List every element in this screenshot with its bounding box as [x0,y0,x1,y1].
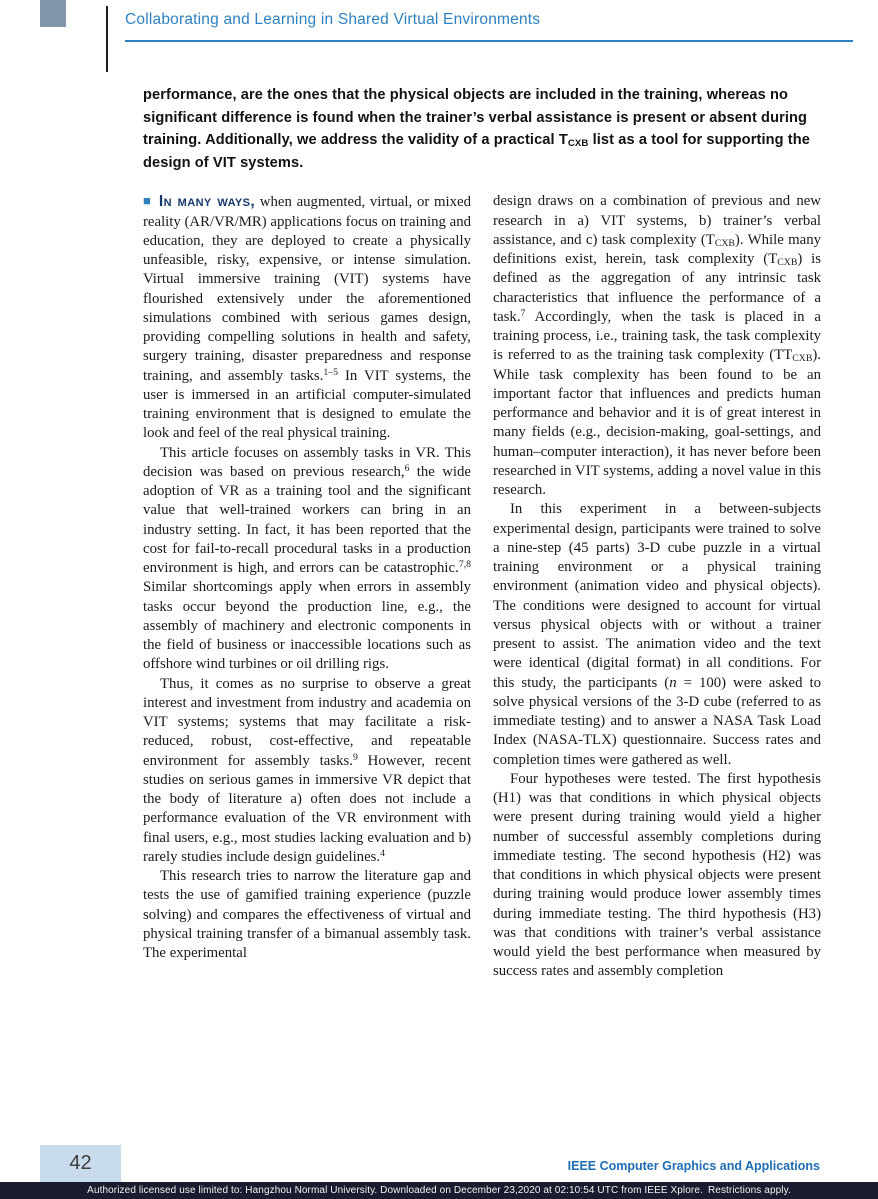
header-vertical-rule [106,6,108,72]
abstract-paragraph: performance, are the ones that the physical objects are included in the training, whereas no significant difference is found when the trainer’s verbal assistance is present or absent during training. Additionally, we address the validity of a practical $T_{CXB}$ list as a tool for supporting the design of VIT systems. [143,87,810,171]
paragraph: This research tries to narrow the literature gap and tests the use of gamified training experience (puzzle solving) and compares the effectiveness of virtual and physical training transfer of a bimanual assembly task. The experimental [143,868,471,962]
right-column [493,192,821,981]
page-number: 42 [69,1152,92,1174]
subscript-text: CXB [792,353,813,365]
license-bar [0,1182,878,1199]
paragraph: design draws on a combination of previous and new research in a) VIT systems, b) trainer’s verbal assistance, and c) task complexity $(T_{CXB})$. While many definitions exist, herein, task complexity $(T_{CXB})$ is defined as the aggregation of any intrinsic task characteristics that influence the performance of a task.$^7$ Accordingly, when the task is placed in a training process, i.e., training task, the task complexity is referred to as the training task complexity $(TT_{CXB})$. While task complexity has been found to be an important factor that influences and predicts human performance and behavior and it is of great interest in many fields (e.g., decision-making, goal-settings, and human–computer interaction), it has never before been researched in VIT systems, adding a novel value in this research. [493,193,821,499]
page-corner-tab [40,0,66,27]
paragraph: This article focuses on assembly tasks in VR. This decision was based on previous research,$^6$ the wide adoption of VR as a training tool and the significant value that well-trained workers can bring in an industry setting. In fact, it has been reported that the cost for fail-to-recall procedural tasks in a production environment is high, and errors can be catastrophic.$^{7,8}$ Similar shortcomings apply when errors in assembly tasks occur beyond the production line, e.g., the assembly of machinery and electronic components in the field of business or inaccessible locations such as offshore wind turbines or oil drilling rigs. [143,444,471,673]
reference-superscript: 6 [404,463,410,475]
paragraph: ■ In many ways, when augmented, virtual, or mixed reality (AR/VR/MR) applications focus on training and education, they are deployed to create a physically unfeasible, risky, expensive, or intense simulation. Virtual immersive training (VIT) systems have flourished extensively under the aforementioned simulations combined with serious games design, providing compelling solutions in health and safety, surgery training, disaster preparedness and response training, and assembly tasks.$^{1-5}$ In VIT systems, the user is immersed in an artificial computer-simulated training environment that is designed to emulate the look and feel of the real physical training. [143,193,471,442]
italic-text: n [669,674,677,691]
paragraph: Thus, it comes as no surprise to observe a great interest and investment from industry and academia on VIT systems; systems that may facilitate a risk-reduced, robust, cost-effective, and repeatable environment for assembly tasks.$^9$ However, recent studies on serious games in immersive VR depict that the body of literature a) often does not include a performance evaluation of the VR environment with final users, e.g., most studies lacking evaluation and b) rarely studies include design guidelines.$^4$ [143,675,471,865]
subscript-text: CXB [567,138,589,150]
page-number-block [40,1145,121,1182]
journal-name: IEEE Computer Graphics and Applications [567,1159,820,1173]
subscript-text: CXB [777,257,798,269]
header-accent-rule [125,40,853,42]
subscript-text: CXB [714,237,735,249]
paragraph: Four hypotheses were tested. The first hypothesis (H1) was that conditions in which physical objects were present during training would yield a higher number of successful assembly completions during immediate testing. The second hypothesis (H2) was that conditions in which physical objects were present during training would produce lower assembly times during immediate testing. The third hypothesis (H3) was that conditions with trainer’s verbal assistance would yield the best performance when measured by success rates and assembly completion [493,770,821,980]
reference-superscript: 1–5 [323,366,338,378]
reference-superscript: 9 [352,751,358,763]
two-column-body [143,192,822,981]
reference-superscript: 7 [520,308,526,320]
license-notice: Authorized licensed use limited to: Hangzhou Normal University. Downloaded on December 23,2020 at 02:10:54 UTC from IEEE Xplore. Restrictions apply. [87,1185,791,1196]
section-lead-in: In many ways, [158,193,256,211]
paragraph: In this experiment in a between-subjects experimental design, participants were trained to solve a nine-step (45 parts) 3-D cube puzzle in a virtual training environment or a physical training environment (animation video and physical objects). The conditions were designed to account for virtual versus physical objects with or without a trainer present to assist. The animation video and the text were identical (digital format) in all conditions. For this study, the participants (n = 100) were asked to solve physical versions of the 3-D cube (referred to as immediate testing) and to answer a NASA Task Load Index (NASA-TLX) questionnaire. Success rates and completion times were gathered as well. [493,501,821,768]
reference-superscript: 7,8 [458,559,471,571]
left-column [143,192,471,981]
page-content [143,84,822,982]
section-bullet-icon: ■ [143,193,152,209]
running-header: Collaborating and Learning in Shared Virtual Environments [125,11,541,28]
reference-superscript: 4 [380,848,385,860]
